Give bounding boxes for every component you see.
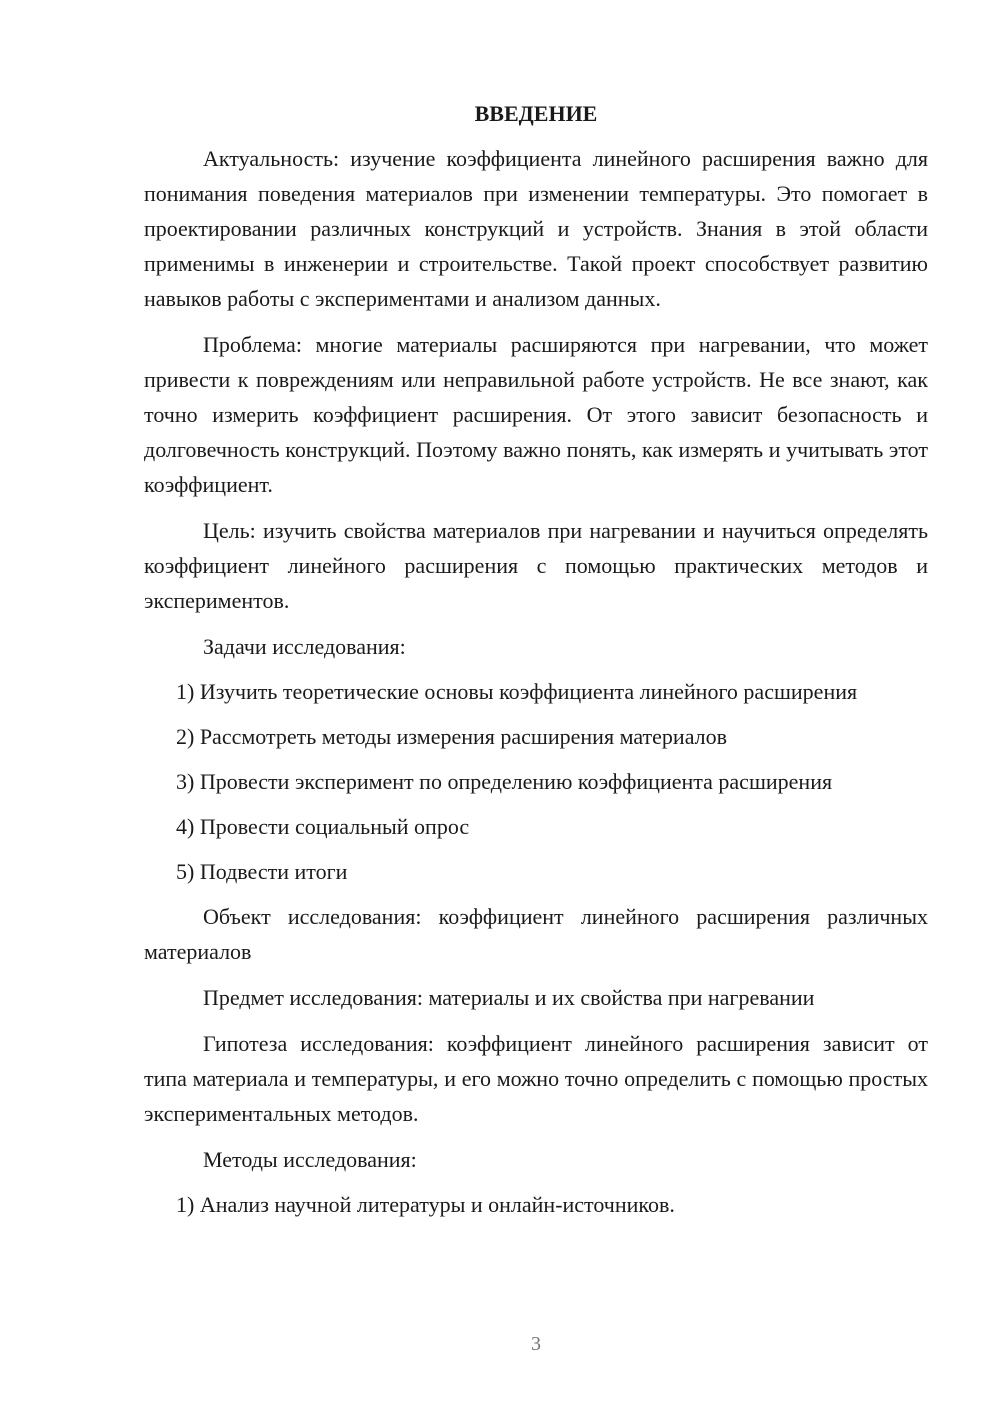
methods-list — [144, 1187, 928, 1222]
list-item: 1) Изучить теоретические основы коэффициента линейного расширения — [176, 679, 858, 704]
relevance-paragraph: Актуальность: изучение коэффициента линейного расширения важно для понимания поведения материалов при изменении температуры. Это помогает в проектировании различных конструкций и устройств. Знания в этой области применимы в инженерии и строительстве. Такой проект способствует развитию навыков работы с экспериментами и анализом данных. — [144, 146, 928, 311]
tasks-list — [144, 674, 928, 889]
page-title: ВВЕДЕНИЕ — [474, 101, 598, 126]
list-item: 2) Рассмотреть методы измерения расширения материалов — [176, 724, 728, 749]
problem-paragraph: Проблема: многие материалы расширяются при нагревании, что может привести к повреждениям или неправильной работе устройств. Не все знают, как точно измерить коэффициент расширения. От этого зависит безопасность и долговечность конструкций. Поэтому важно понять, как измерять и учитывать этот коэффициент. — [144, 332, 928, 497]
page-content — [144, 96, 928, 1232]
hypothesis-paragraph: Гипотеза исследования: коэффициент линейного расширения зависит от типа материала и температуры, и его можно точно определить с помощью простых экспериментальных методов. — [144, 1031, 928, 1126]
list-item: 1) Анализ научной литературы и онлайн-источников. — [176, 1192, 675, 1217]
list-item: 5) Подвести итоги — [176, 859, 348, 884]
tasks-heading: Задачи исследования: — [203, 634, 406, 659]
object-paragraph: Объект исследования: коэффициент линейного расширения различных материалов — [144, 904, 928, 964]
list-item: 4) Провести социальный опрос — [176, 814, 470, 839]
page-number: 3 — [531, 1333, 541, 1355]
goal-paragraph: Цель: изучить свойства материалов при нагревании и научиться определять коэффициент линейного расширения с помощью практических методов и экспериментов. — [144, 518, 928, 613]
list-item: 3) Провести эксперимент по определению коэффициента расширения — [176, 769, 833, 794]
subject-paragraph: Предмет исследования: материалы и их свойства при нагревании — [203, 985, 815, 1010]
methods-heading: Методы исследования: — [203, 1147, 417, 1172]
